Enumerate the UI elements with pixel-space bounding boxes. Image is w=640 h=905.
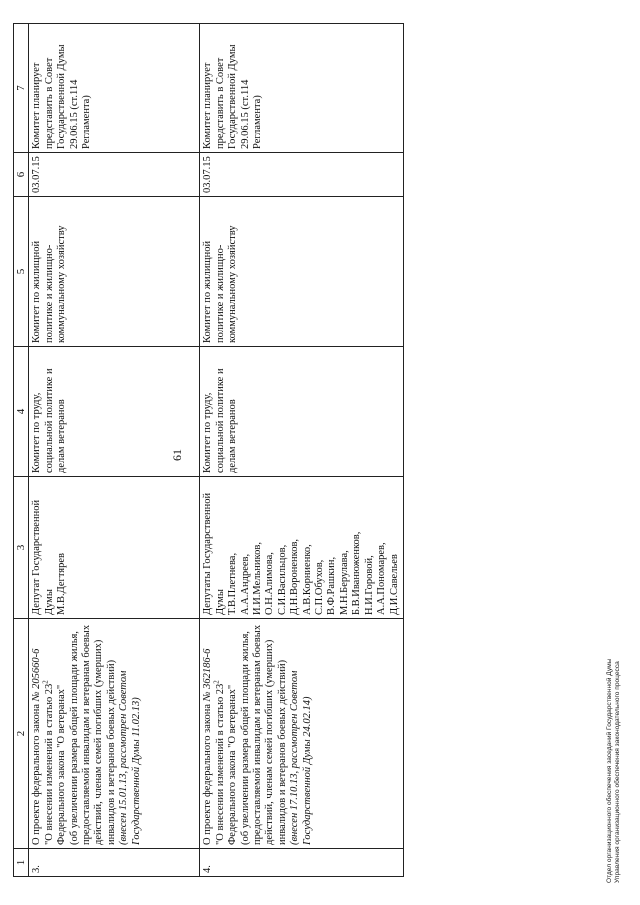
bill-title: О проекте федерального закона — [202, 703, 214, 845]
bills-table — [13, 23, 404, 877]
footer — [606, 659, 622, 883]
col-header: 6 — [14, 153, 29, 197]
bill-authors — [200, 477, 404, 619]
author: В.Ф.Рашкин, — [326, 556, 338, 615]
author: М.В.Дегтярев — [56, 553, 68, 615]
bill-intro: (внесен 17.10.13, рассмотрен Советом Государственной Думы 24.02.14) — [289, 670, 313, 845]
responsible-committee: Комитет по труду, социальной политике и делам ветеранов — [29, 347, 200, 477]
author: Т.В.Плетнева, — [227, 552, 239, 615]
co-committee: Комитет по жилищной политике и жилищно-коммунальному хозяйству — [29, 197, 200, 347]
bill-description — [29, 619, 200, 849]
col-header: 4 — [14, 347, 29, 477]
authors-title: Депутат Государственной Думы — [31, 499, 55, 615]
bill-purpose: (об увеличении размера общей площади жилья, предоставляемой инвалидам и ветеранам боевых действий, членам семей погибших (умерших) инвалидов и ветеранов боевых действий) — [68, 624, 117, 845]
bill-authors — [29, 477, 200, 619]
col-header: 7 — [14, 24, 29, 153]
bill-title: О проекте федерального закона — [31, 703, 43, 845]
author: М.Н.Берулава, — [338, 550, 350, 615]
author: С.И.Васильцов, — [276, 544, 288, 615]
header-row — [14, 24, 29, 877]
author: С.П.Обухов, — [314, 559, 326, 615]
date: 03.07.15 — [29, 153, 200, 197]
authors-title: Депутаты Государственной Думы — [202, 492, 226, 615]
co-committee: Комитет по жилищной политике и жилищно-коммунальному хозяйству — [200, 197, 404, 347]
bill-law: Федерального закона "О ветеранах" — [56, 684, 68, 845]
author: А.А.Пономарев, — [376, 542, 388, 615]
author: А.В.Корниенко, — [301, 544, 313, 615]
bill-number: № 362186-6 — [202, 648, 214, 702]
bill-law: Федерального закона "О ветеранах" — [227, 684, 239, 845]
bill-description — [200, 619, 404, 849]
row-number: 3. — [29, 849, 200, 877]
author: Д.Н.Вороненков, — [289, 538, 301, 615]
footer-line: Управления организационного обеспечения законодательного процесса — [614, 661, 622, 883]
bill-purpose: (об увеличении размера общей площади жилья, предоставляемой инвалидам и ветеранам боевых действий, членам семей погибших (умерших) инвалидов и ветеранов боевых действий) — [239, 624, 288, 845]
plan: Комитет планирует представить в Совет Государственной Думы 29.06.15 (ст.114 Регламента) — [29, 24, 200, 153]
bill-change: "О внесении изменений в статью 23 — [43, 683, 55, 845]
bill-change: "О внесении изменений в статью 23 — [214, 683, 226, 845]
bill-change-sup: 2 — [212, 680, 221, 684]
author: И.И.Мельников, — [252, 542, 264, 615]
col-header: 3 — [14, 477, 29, 619]
col-header: 1 — [14, 849, 29, 877]
row-number: 4. — [200, 849, 404, 877]
responsible-committee: Комитет по труду, социальной политике и делам ветеранов — [200, 347, 404, 477]
col-header: 2 — [14, 619, 29, 849]
plan: Комитет планирует представить в Совет Государственной Думы 29.06.15 (ст.114 Регламента) — [200, 24, 404, 153]
col-header: 5 — [14, 197, 29, 347]
author: Н.И.Горовой, — [363, 555, 375, 615]
bill-number: № 205660-6 — [31, 648, 43, 702]
page-number: 61 — [170, 449, 184, 461]
author: Б.В.Иванюженков, — [351, 531, 363, 615]
table-row — [200, 24, 404, 877]
table-row — [29, 24, 200, 877]
author: О.Н.Алимова, — [264, 552, 276, 615]
author: А.А.Андреев, — [239, 553, 251, 615]
bill-intro: (внесен 15.01.13, рассмотрен Советом Государственной Думы 11.02.13) — [118, 670, 142, 845]
date: 03.07.15 — [200, 153, 404, 197]
footer-line: Отдел организационного обеспечения заседаний Государственной Думы — [606, 658, 613, 883]
bill-change-sup: 2 — [41, 680, 50, 684]
author: Д.И.Савельев — [388, 554, 400, 615]
